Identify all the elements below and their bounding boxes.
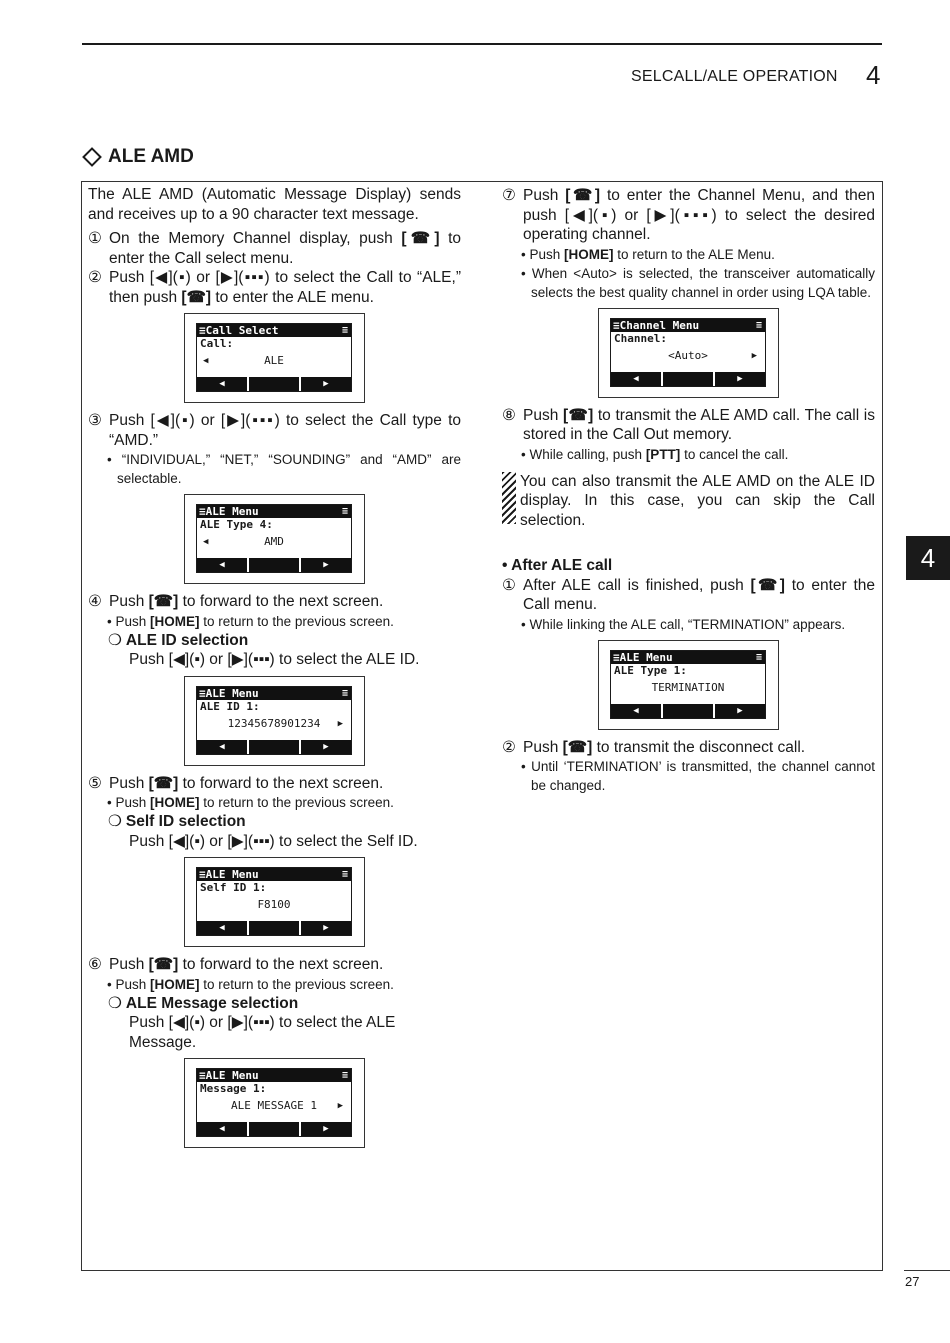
lcd-value: ALE — [264, 354, 284, 367]
lcd-label: Message 1: — [200, 1082, 267, 1095]
ring-icon: ❍ — [108, 813, 122, 830]
lcd-title: ALE Menu — [205, 686, 259, 700]
bullet-note: • Push [HOME] to return to the previous screen. — [107, 795, 394, 810]
step-5: ⑤ Push [☎] to forward to the next screen. — [88, 774, 384, 792]
lcd-label: ALE ID 1: — [200, 699, 260, 713]
menu-icon: ≡ — [341, 506, 348, 517]
softkey-left: ◀ — [197, 558, 247, 572]
softkey-right: ▶ — [301, 558, 351, 572]
lcd-message — [184, 1058, 365, 1148]
arrow-left-icon: ◀ — [203, 537, 209, 547]
lcd-ale-id — [184, 676, 365, 766]
ring-icon: ❍ — [108, 994, 122, 1012]
lcd-title: ALE Menu — [619, 650, 673, 664]
softkey-right: ▶ — [715, 704, 765, 718]
bullet-note: • Push [HOME] to return to the previous screen. — [107, 976, 394, 992]
left-column — [88, 185, 461, 1156]
lcd-value: AMD — [264, 535, 284, 548]
bullet-note: • When <Auto> is selected, the transceiver automatically selects the best quality channel in order using LQA table. — [521, 265, 875, 300]
arrow-right-icon: ▶ — [337, 1101, 343, 1111]
bullet-note: • Push [HOME] to return to the previous screen. — [107, 613, 394, 629]
softkey-right: ▶ — [301, 377, 351, 391]
subbody-self-id: Push [◀](▪) or [▶](▪▪▪) to select the Self ID. — [129, 832, 418, 850]
lcd-channel — [598, 308, 779, 398]
softkey-blank — [249, 558, 299, 572]
after-call-heading: • After ALE call — [502, 557, 613, 574]
menu-icon: ≡ — [199, 868, 206, 881]
subheading-message: ❍ ALE Message selection — [108, 994, 299, 1012]
softkey-left: ◀ — [197, 377, 247, 391]
note-block — [502, 472, 875, 531]
phone-key: [☎] — [562, 738, 593, 756]
after-step-2: ② Push [☎] to transmit the disconnect call. — [502, 738, 806, 756]
menu-icon: ≡ — [755, 651, 762, 663]
softkey-blank — [663, 372, 713, 386]
phone-key: [☎] — [401, 230, 440, 247]
step-7: ⑦ Push [☎] to enter the Channel Menu, and then push [◀](▪) or [▶](▪▪▪) to select the desired operating channel. — [502, 187, 876, 243]
lcd-value: <Auto> — [668, 348, 708, 362]
lcd-value: TERMINATION — [651, 680, 725, 694]
bullet-note: • While calling, push [PTT] to cancel the call. — [521, 446, 789, 462]
lcd-label: ALE Type 4: — [200, 518, 273, 531]
bullet-note: • Until ‘TERMINATION’ is transmitted, the channel cannot be changed. — [521, 759, 875, 793]
top-rule — [82, 43, 882, 45]
lcd-label: Self ID 1: — [200, 881, 267, 894]
lcd-title: Channel Menu — [619, 318, 700, 332]
section-heading — [82, 146, 194, 168]
lcd-call-select — [184, 313, 365, 403]
phone-key: [☎] — [148, 956, 179, 973]
note-text: You can also transmit the ALE AMD on the ALE ID display. In this case, you can skip the Call selection. — [520, 472, 875, 529]
section-title: ALE AMD — [108, 146, 194, 167]
lcd-ale-type — [184, 494, 365, 584]
lcd-title: ALE Menu — [205, 1069, 259, 1082]
phone-key: [☎] — [750, 576, 785, 594]
lcd-termination — [598, 640, 779, 730]
menu-icon: ≡ — [613, 318, 620, 332]
phone-key: [☎] — [562, 406, 594, 424]
softkey-right: ▶ — [715, 372, 765, 386]
softkey-blank — [249, 740, 299, 754]
phone-key: [☎] — [148, 593, 179, 610]
lcd-label: ALE Type 1: — [614, 663, 687, 677]
lcd-label: Call: — [200, 337, 234, 350]
menu-icon: ≡ — [199, 686, 206, 700]
note-icon — [502, 472, 516, 524]
menu-icon: ≡ — [341, 687, 348, 699]
bullet-note: • While linking the ALE call, “TERMINATION” appears. — [521, 616, 846, 632]
menu-icon: ≡ — [341, 869, 348, 880]
softkey-blank — [249, 377, 299, 391]
softkey-right: ▶ — [301, 921, 351, 935]
softkey-blank — [249, 921, 299, 935]
after-step-1: ① After ALE call is finished, push [☎] to enter the Call menu. — [502, 576, 875, 613]
diamond-icon — [82, 147, 102, 167]
menu-icon: ≡ — [341, 325, 348, 336]
lcd-label: Channel: — [614, 331, 667, 345]
menu-icon: ≡ — [341, 1070, 348, 1081]
right-column — [502, 186, 875, 795]
softkey-right: ▶ — [301, 740, 351, 754]
bullet-note: • “INDIVIDUAL,” “NET,” “SOUNDING” and “AMD” are selectable. — [107, 452, 461, 486]
menu-icon: ≡ — [199, 505, 206, 518]
lcd-title: ALE Menu — [205, 505, 259, 518]
subbody-ale-id: Push [◀](▪) or [▶](▪▪▪) to select the ALE ID. — [129, 651, 420, 668]
step-4: ④ Push [☎] to forward to the next screen. — [88, 593, 384, 610]
softkey-left: ◀ — [197, 1122, 247, 1136]
arrow-right-icon: ▶ — [751, 350, 757, 361]
page-number: 27 — [905, 1274, 920, 1289]
intro-text: The ALE AMD (Automatic Message Display) sends and receives up to a 90 character text message. — [88, 186, 461, 223]
subheading-self-id: ❍ Self ID selection — [108, 813, 246, 830]
menu-icon: ≡ — [755, 319, 762, 331]
menu-icon: ≡ — [199, 324, 206, 337]
arrow-right-icon: ▶ — [337, 718, 343, 729]
softkey-left: ◀ — [611, 372, 661, 386]
bullet-note: • Push [HOME] to return to the ALE Menu. — [521, 246, 775, 262]
softkey-blank — [249, 1122, 299, 1136]
lcd-title: ALE Menu — [205, 868, 259, 881]
step-8: ⑧ Push [☎] to transmit the ALE AMD call. The call is stored in the Call Out memory. — [502, 406, 875, 443]
menu-icon: ≡ — [613, 650, 620, 664]
softkey-left: ◀ — [611, 704, 661, 718]
phone-key: [☎] — [181, 288, 212, 306]
arrow-left-icon: ◀ — [203, 356, 209, 366]
phone-key: [☎] — [565, 187, 601, 204]
softkey-left: ◀ — [197, 921, 247, 935]
lcd-title: Call Select — [205, 324, 279, 337]
softkey-left: ◀ — [197, 740, 247, 754]
subbody-message: Push [◀](▪) or [▶](▪▪▪) to select the ALE Message. — [129, 1014, 396, 1051]
chapter-number: 4 — [866, 60, 881, 90]
phone-key: [☎] — [148, 774, 179, 792]
lcd-value: F8100 — [257, 898, 291, 911]
ring-icon: ❍ — [108, 631, 122, 649]
step-6: ⑥ Push [☎] to forward to the next screen. — [88, 956, 384, 973]
step-3: ③ Push [◀](▪) or [▶](▪▪▪) to select the Call type to “AMD.” — [88, 412, 461, 449]
softkey-right: ▶ — [301, 1122, 351, 1136]
step-2: ② Push [◀](▪) or [▶](▪▪▪) to select the Call to “ALE,” then push [☎] to enter the ALE menu. — [88, 269, 461, 306]
menu-icon: ≡ — [199, 1069, 206, 1082]
step-1: ① On the Memory Channel display, push [☎] to enter the Call select menu. — [88, 230, 462, 267]
lcd-self-id — [184, 857, 365, 947]
lcd-value: ALE MESSAGE 1 — [230, 1099, 318, 1112]
chapter-side-tab: 4 — [906, 536, 950, 580]
lcd-value: 12345678901234 — [227, 716, 321, 730]
chapter-title: SELCALL/ALE OPERATION — [631, 68, 838, 85]
footer-rule — [904, 1270, 950, 1271]
softkey-blank — [663, 704, 713, 718]
subheading-ale-id: ❍ ALE ID selection — [108, 631, 249, 649]
